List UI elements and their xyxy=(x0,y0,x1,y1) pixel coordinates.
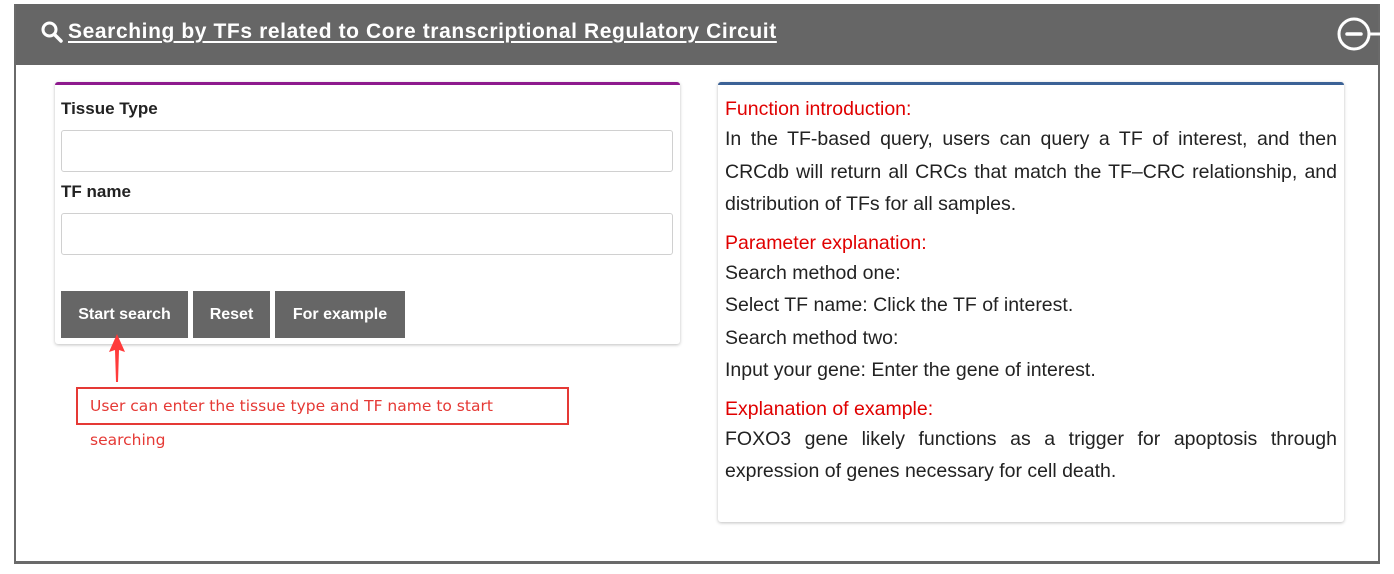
panel-title-text: Searching by TFs related to Core transcriptional Regulatory Circuit xyxy=(68,20,777,43)
tf-name-label: TF name xyxy=(61,182,131,201)
method-one-desc: Select TF name: Click the TF of interest. xyxy=(725,294,1074,316)
search-form-card xyxy=(55,82,680,344)
search-panel xyxy=(14,4,1380,564)
example-text: FOXO3 gene likely functions as a trigger for apoptosis through expression of genes necessary for cell death. xyxy=(725,427,1337,482)
panel-header xyxy=(16,4,1378,65)
method-two-title: Search method two: xyxy=(725,326,899,349)
start-search-button[interactable]: Start search xyxy=(61,291,188,338)
function-heading: Function introduction: xyxy=(725,98,912,120)
help-card xyxy=(718,82,1344,522)
tissue-type-input[interactable] xyxy=(61,130,673,172)
method-one-title: Search method one: xyxy=(725,261,901,284)
search-icon xyxy=(40,20,64,44)
collapse-minus-icon xyxy=(1336,16,1382,56)
tissue-type-label: Tissue Type xyxy=(61,99,158,118)
tf-name-input[interactable] xyxy=(61,213,673,255)
reset-button[interactable]: Reset xyxy=(193,291,270,338)
example-heading: Explanation of example: xyxy=(725,397,934,420)
arrow-up-icon xyxy=(108,334,126,384)
collapse-button[interactable] xyxy=(1336,16,1382,61)
function-text: In the TF-based query, users can query a TF of interest, and then CRCdb will return all CRCs that match the TF–CRC relationship, and distribution of TFs for all samples. xyxy=(725,128,1337,215)
method-two-desc: Input your gene: Enter the gene of interest. xyxy=(725,359,1096,381)
help-content xyxy=(725,95,1337,488)
panel-title[interactable] xyxy=(40,20,777,44)
parameter-heading: Parameter explanation: xyxy=(725,231,927,254)
annotation-callout: User can enter the tissue type and TF name to start searching xyxy=(76,387,569,425)
for-example-button[interactable]: For example xyxy=(275,291,405,338)
